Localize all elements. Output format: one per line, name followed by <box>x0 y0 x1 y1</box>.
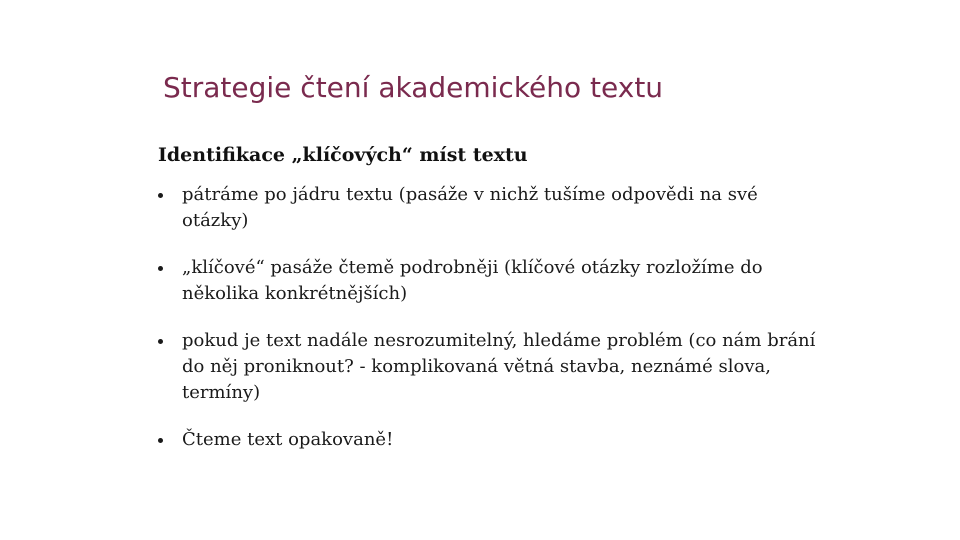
bullet-text: pátráme po jádru textu (pasáže v nichž tušíme odpovědi na své otázky) <box>182 184 758 231</box>
bullet-text: pokud je text nadále nesrozumitelný, hledáme problém (co nám brání do něj proniknout? - komplikovaná větná stavba, neznámé slova, termíny) <box>182 330 816 403</box>
bullet-icon <box>158 339 163 344</box>
bullet-list <box>156 182 816 474</box>
bullet-item <box>156 182 816 234</box>
bullet-text: Čteme text opakovaně! <box>182 429 394 450</box>
bullet-item <box>156 328 816 406</box>
slide-title: Strategie čtení akademického textu <box>163 71 664 104</box>
bullet-text: „klíčové“ pasáže čtemě podrobněji (klíčové otázky rozložíme do několika konkrétnějších) <box>182 257 763 304</box>
bullet-icon <box>158 266 163 271</box>
bullet-item <box>156 255 816 307</box>
bullet-item <box>156 427 816 453</box>
section-heading: Identifikace „klíčových“ míst textu <box>158 144 528 166</box>
bullet-icon <box>158 438 163 443</box>
bullet-icon <box>158 193 163 198</box>
